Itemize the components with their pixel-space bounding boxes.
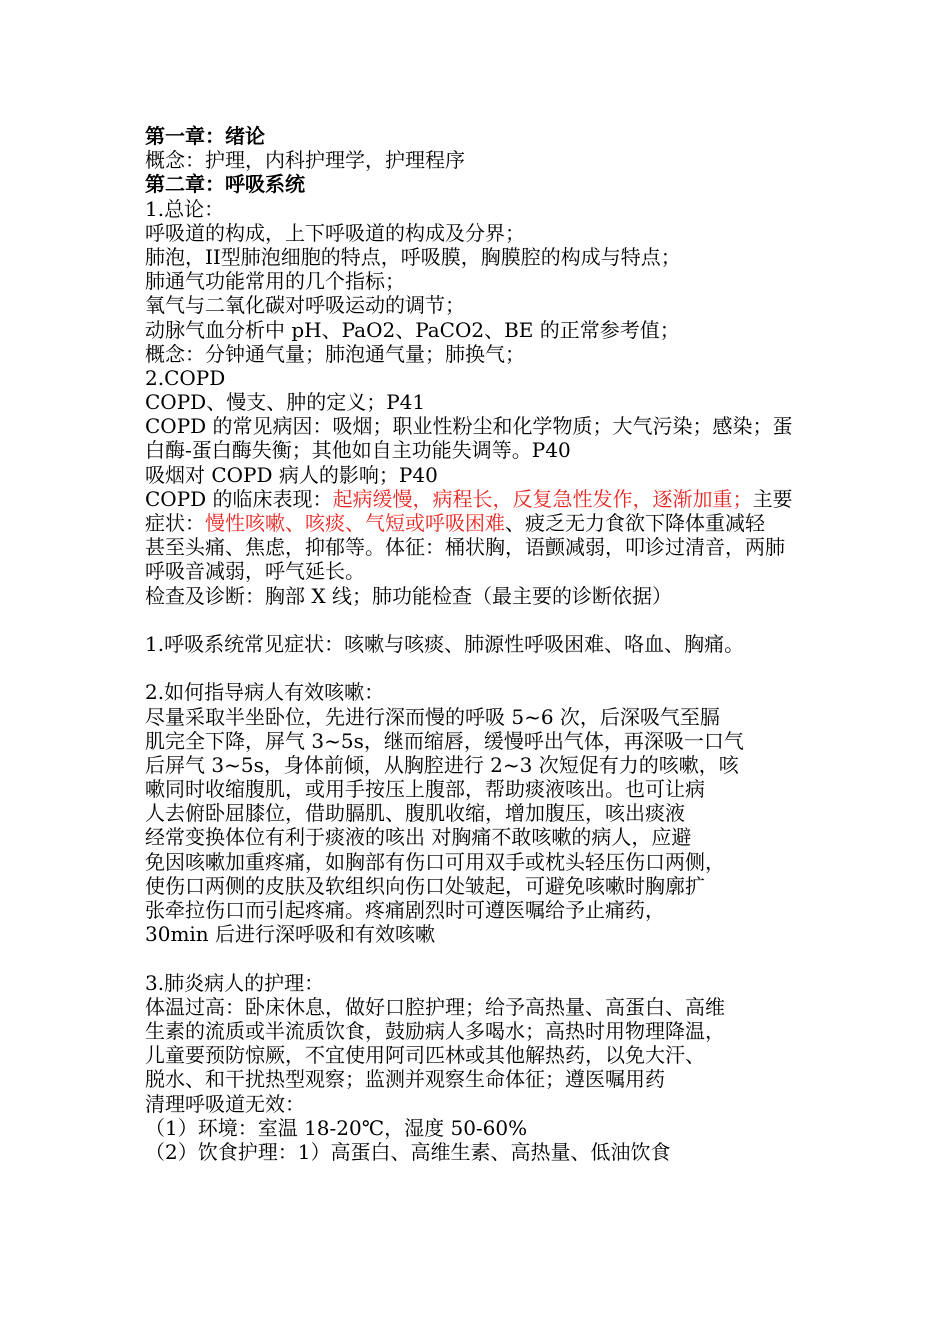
symptoms-line: 1.呼吸系统常见症状：咳嗽与咳痰、肺源性呼吸困难、咯血、胸痛。 bbox=[145, 631, 745, 656]
pneumonia-line: 脱水、和干扰热型观察；监测并观察生命体征；遵医嘱用药 bbox=[145, 1067, 665, 1092]
copd-clinical-highlight: 起病缓慢，病程长，反复急性发作，逐渐加重； bbox=[332, 486, 753, 511]
copd-clinical-text: 、疲乏无力食欲下降体重减轻 bbox=[505, 511, 765, 535]
pneumonia-line: （2）饮食护理：1）高蛋白、高维生素、高热量、低油饮食 bbox=[145, 1139, 671, 1164]
spacer bbox=[145, 656, 825, 680]
cough-line: 免因咳嗽加重疼痛，如胸部有伤口可用双手或枕头轻压伤口两侧， bbox=[145, 849, 725, 874]
cough-line: 尽量采取半坐卧位，先进行深而慢的呼吸 5~6 次，后深吸气至膈 bbox=[145, 704, 720, 729]
copd-clinical bbox=[145, 511, 825, 535]
copd-clinical: 呼吸音减弱，呼气延长。 bbox=[145, 559, 365, 584]
pneumonia-line: 儿童要预防惊厥，不宜使用阿司匹林或其他解热药，以免大汗、 bbox=[145, 1043, 705, 1068]
chapter1-heading: 第一章：绪论 bbox=[145, 124, 265, 148]
cough-line: 后屏气 3~5s，身体前倾，从胸腔进行 2~3 次短促有力的咳嗽，咳 bbox=[145, 752, 739, 777]
chapter1-concepts: 概念：护理，内科护理学，护理程序 bbox=[145, 148, 465, 173]
copd-causes: 白酶-蛋白酶失衡；其他如自主功能失调等。P40 bbox=[145, 438, 571, 463]
pneumonia-line: （1）环境：室温 18-20℃，湿度 50-60% bbox=[145, 1115, 528, 1140]
overview-line: 概念：分钟通气量；肺泡通气量；肺换气； bbox=[145, 341, 525, 366]
copd-title: 2.COPD bbox=[145, 365, 226, 390]
document-page bbox=[145, 124, 825, 1164]
copd-smoking: 吸烟对 COPD 病人的影响；P40 bbox=[145, 462, 438, 487]
copd-causes: COPD 的常见病因：吸烟；职业性粉尘和化学物质；大气污染；感染；蛋 bbox=[145, 414, 793, 439]
spacer bbox=[145, 946, 825, 970]
copd-clinical-highlight: 慢性咳嗽、咳痰、气短或呼吸困难 bbox=[205, 511, 505, 535]
cough-title: 2.如何指导病人有效咳嗽： bbox=[145, 680, 385, 705]
copd-clinical: 甚至头痛、焦虑，抑郁等。体征：桶状胸，语颤减弱，叩诊过清音，两肺 bbox=[145, 535, 785, 560]
chapter2-heading: 第二章：呼吸系统 bbox=[145, 172, 305, 197]
overview-line: 肺泡，II型肺泡细胞的特点，呼吸膜，胸膜腔的构成与特点； bbox=[145, 244, 681, 269]
copd-definition: COPD、慢支、肿的定义；P41 bbox=[145, 390, 426, 415]
cough-line: 张牵拉伤口而引起疼痛。疼痛剧烈时可遵医嘱给予止痛药， bbox=[145, 898, 665, 922]
copd-clinical-text: 主要 bbox=[752, 486, 793, 511]
overview-line: 氧气与二氧化碳对呼吸运动的调节； bbox=[145, 293, 465, 318]
cough-line: 嗽同时收缩腹肌，或用手按压上腹部，帮助痰液咳出。也可让病 bbox=[145, 777, 705, 802]
pneumonia-line: 体温过高：卧床休息，做好口腔护理；给予高热量、高蛋白、高维 bbox=[145, 994, 725, 1019]
pneumonia-line: 生素的流质或半流质饮食，鼓励病人多喝水；高热时用物理降温， bbox=[145, 1018, 725, 1043]
overview-line: 动脉气血分析中 pH、PaO2、PaCO2、BE 的正常参考值； bbox=[145, 317, 680, 342]
overview-title: 1.总论： bbox=[145, 196, 225, 221]
copd-exam: 检查及诊断：胸部 X 线；肺功能检查（最主要的诊断依据） bbox=[145, 583, 672, 608]
copd-clinical-label: COPD 的临床表现： bbox=[145, 486, 333, 511]
copd-clinical-text: 症状： bbox=[145, 511, 205, 535]
overview-line: 肺通气功能常用的几个指标； bbox=[145, 269, 405, 294]
pneumonia-line: 清理呼吸道无效： bbox=[145, 1091, 305, 1116]
cough-line: 经常变换体位有利于痰液的咳出 对胸痛不敢咳嗽的病人，应避 bbox=[145, 825, 692, 850]
copd-clinical bbox=[145, 487, 825, 511]
cough-line: 使伤口两侧的皮肤及软组织向伤口处皱起，可避免咳嗽时胸廓扩 bbox=[145, 873, 705, 898]
pneumonia-title: 3.肺炎病人的护理： bbox=[145, 970, 325, 995]
cough-line: 人去俯卧屈膝位，借助膈肌、腹肌收缩，增加腹压，咳出痰液 bbox=[145, 801, 685, 826]
cough-line: 肌完全下降，屏气 3~5s，继而缩唇，缓慢呼出气体，再深吸一口气 bbox=[145, 728, 744, 753]
cough-line: 30min 后进行深呼吸和有效咳嗽 bbox=[145, 922, 436, 947]
spacer bbox=[145, 608, 825, 632]
overview-line: 呼吸道的构成，上下呼吸道的构成及分界； bbox=[145, 220, 525, 245]
